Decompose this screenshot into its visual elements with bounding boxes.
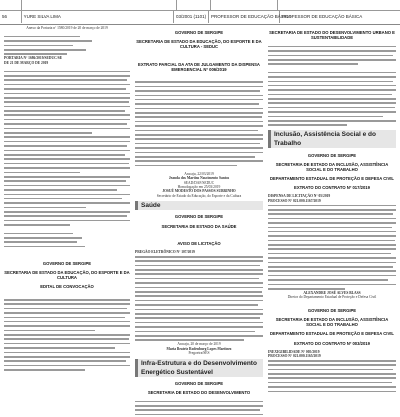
processo-line-2: PROCESSO Nº 021.000.1165/2019 — [268, 354, 321, 359]
row-role-2: PROFESSOR DE EDUCAÇÃO BÁSICA — [281, 14, 363, 19]
portaria-title: PORTARIA Nº 1686/2019/SEDUC/SE — [4, 56, 63, 61]
section-infra: Infra-Estrutura e do Desenvolvimento Energético Sustentável — [135, 359, 263, 377]
column-3 — [268, 26, 396, 400]
col3-signer-role: Diretor do Departamento Estadual de Proteção e Defesa Civil — [287, 295, 377, 300]
col3-signer: ALEXANDRE JOSÉ ALVES BLASS — [303, 290, 361, 295]
saude-gov-subtitle: SECRETARIA DE ESTADO DA SAÚDE — [161, 223, 237, 229]
infra-gov-title: GOVERNO DE SERGIPE — [174, 380, 224, 386]
edital-gov-subtitle: SECRETARIA DE ESTADO DA EDUCAÇÃO, DO ESPORTE E DA CULTURA — [4, 270, 130, 281]
edital-body — [4, 298, 130, 373]
header-table — [0, 0, 400, 25]
row-date: 03/2001 (1101) — [174, 11, 209, 23]
portaria-date: DE 21 DE MARÇO DE 2019 — [4, 60, 49, 65]
portaria-block — [4, 34, 130, 56]
col3-intro-body — [268, 44, 396, 127]
col3-head: SECRETARIA DE ESTADO DO DESENVOLVIMENTO URBANO E SUSTENTABILIDADE — [269, 30, 395, 41]
portaria-body — [4, 69, 130, 227]
contrato-1-body — [268, 203, 396, 291]
aviso-body — [135, 255, 263, 343]
col3-gov-sub-4: DEPARTAMENTO ESTADUAL DE PROTEÇÃO E DEFESA CIVIL — [270, 331, 394, 337]
aviso-date: Aracaju, 20 de março de 2019 — [177, 342, 221, 347]
row-name: YURE SILVA LIMA — [22, 11, 174, 23]
signer-2-role: Secretário de Estado da Educação, do Esporte e da Cultura — [156, 193, 242, 198]
column-1 — [4, 26, 130, 400]
annex-line: Anexo da Portaria nº 1580/2019 de 20 de março de 2019 — [26, 26, 108, 30]
col2-gov-title: GOVERNO DE SERGIPE — [174, 30, 224, 36]
extrato-contrato-2: EXTRATO DO CONTRATO Nº 003/2019 — [294, 340, 370, 346]
col2-gov-subtitle: SECRETARIA DE ESTADO DA EDUCAÇÃO, DO ESPORTE E DA CULTURA - SEDUC — [136, 39, 262, 50]
signatures-block — [4, 231, 130, 249]
col3-gov-sub-3: SECRETARIA DE ESTADO DA INCLUSÃO, ASSISTÊNCIA SOCIAL E DO TRABALHO — [275, 317, 389, 328]
extrato-body — [135, 80, 263, 168]
extrato-title: EXTRATO PARCIAL DA ATA DE JULGAMENTO DA DISPENSA EMERGENCIAL Nº 006/2019 — [138, 61, 260, 72]
homologation-line: Homologação em 25/03/2019 — [177, 184, 221, 189]
extrato-contrato-1: EXTRATO DO CONTRATO Nº 017/2019 — [294, 185, 370, 191]
section-saude: Saúde — [135, 201, 263, 210]
col3-gov-sub-1: SECRETARIA DE ESTADO DA INCLUSÃO, ASSISTÊNCIA SOCIAL E DO TRABALHO — [275, 161, 389, 172]
section-inclusao: Inclusão, Assistência Social e do Trabalho — [268, 130, 396, 148]
signer-3: Maria Beatriz Rodenburg Lopes Martinez — [166, 346, 232, 351]
aviso-title: AVISO DE LICITAÇÃO — [177, 240, 221, 246]
col3-gov-sub-2: DEPARTAMENTO ESTADUAL DE PROTEÇÃO E DEFESA CIVIL — [270, 175, 394, 181]
pregao-title: PREGÃO ELETRÔNICO Nº 107/2019 — [135, 250, 195, 255]
processo-line: PROCESSO Nº 021.000.1167/2019 — [268, 198, 321, 203]
inexigibilidade-line: INEXIGIBILIDADE Nº 005/2019 — [268, 349, 320, 354]
signer-2: JOSUÉ MODESTO DOS PASSOS SUBRINHO — [162, 189, 236, 194]
saude-gov-title: GOVERNO DE SERGIPE — [174, 214, 224, 220]
column-2 — [135, 26, 263, 400]
extrato-date: Aracaju, 22/03/2019 — [184, 171, 214, 176]
row-role-1: PROFESSOR DE EDUCAÇÃO BÁSICA — [209, 11, 280, 23]
infra-gov-subtitle: SECRETARIA DE ESTADO DO DESENVOLVIMENTO — [147, 389, 251, 395]
col3-gov-title-2: GOVERNO DE SERGIPE — [307, 307, 357, 313]
row-number: 56 — [0, 11, 22, 23]
edital-title: EDITAL DE CONVOCAÇÃO — [40, 284, 94, 290]
dispensa-line: DISPENSA DE LICITAÇÃO Nº 05/2019 — [268, 194, 331, 199]
signer-1-role: SEAD/DAF/SEDUC — [183, 180, 215, 185]
signer-3-role: Pregoeira/SES — [188, 351, 210, 356]
edital-gov-title: GOVERNO DE SERGIPE — [42, 260, 92, 266]
infra-body — [135, 399, 263, 417]
table-row — [0, 10, 400, 23]
col3-gov-title: GOVERNO DE SERGIPE — [307, 152, 357, 158]
signer-1: Jeanda dos Martins Nascimento Santos — [168, 176, 230, 181]
contrato-2-body — [268, 359, 396, 394]
